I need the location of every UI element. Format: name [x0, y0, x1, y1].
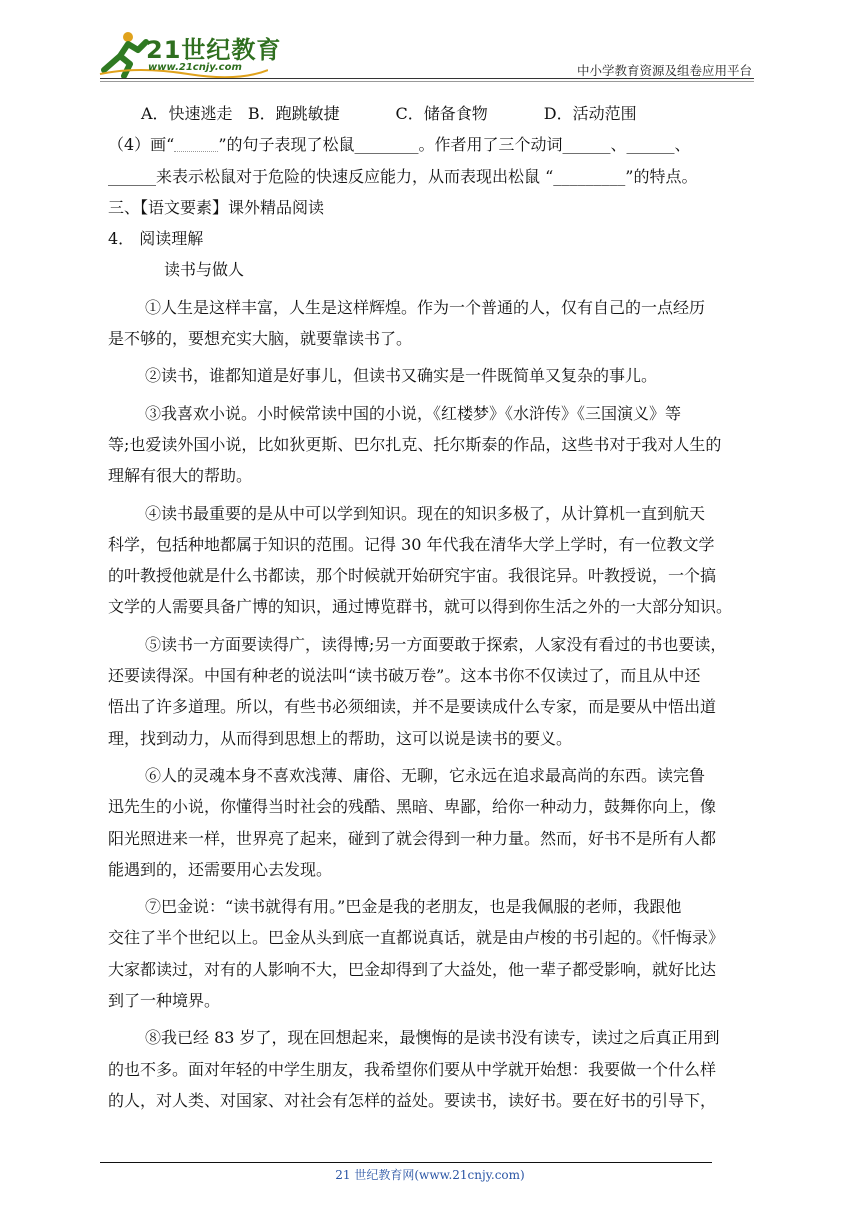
paragraph-line: 文学的人需要具备广博的知识，通过博览群书，就可以得到你生活之外的一大部分知识。 — [108, 597, 733, 617]
option-b: B．跑跳敏捷 — [247, 104, 340, 123]
question-4-line-1 — [108, 129, 754, 160]
paragraph-line: ⑤读书一方面要读得广，读得博;另一方面要敢于探索，人家没有看过的书也要读， — [145, 634, 727, 654]
document-body — [108, 98, 754, 1116]
paragraph-line: 大家都读过，对有的人影响不大，巴金却得到了大益处，他一辈子都受影响，就好比达 — [108, 959, 717, 979]
paragraph-line: 阳光照进来一样，世界亮了起来，碰到了就会得到一种力量。然而，好书不是所有人都 — [108, 828, 717, 848]
paragraph-line: ⑦巴金说：“读书就得有用。”巴金是我的老朋友，也是我佩服的老师，我跟他 — [145, 897, 682, 917]
dotted-blank — [174, 139, 218, 152]
paragraph-line: ③我喜欢小说。小时候常读中国的小说，《红楼梦》《水浒传》《三国演义》等 — [145, 403, 682, 423]
header-divider — [100, 78, 754, 79]
question-label: 4． 阅读理解 — [108, 229, 204, 249]
paragraph-line: 悟出了许多道理。所以，有些书必须细读，并不是要读成什么专家，而是要从中悟出道 — [108, 697, 717, 717]
paragraph-line: ④读书最重要的是从中可以学到知识。现在的知识多极了，从计算机一直到航天 — [145, 503, 706, 523]
paragraph-line: 到了一种境界。 — [108, 991, 221, 1011]
paragraph-line: ①人生是这样丰富，人生是这样辉煌。作为一个普通的人，仅有自己的一点经历 — [145, 297, 706, 317]
platform-name: 中小学教育资源及组卷应用平台 — [576, 63, 752, 78]
paragraph-line: 科学，包括种地都属于知识的范围。记得 30 年代我在清华大学上学时，有一位教文学 — [108, 534, 715, 554]
paragraph-line: ⑧我已经 83 岁了，现在回想起来，最懊悔的是读书没有读专，读过之后真正用到 — [145, 1028, 720, 1048]
paragraph-line: 交往了半个世纪以上。巴金从头到底一直都说真话，就是由卢梭的书引起的。《忏悔录》 — [108, 928, 725, 948]
paragraph-line: 还要读得深。中国有种老的说法叫“读书破万卷”。这本书你不仅读过了，而且从中还 — [108, 666, 701, 686]
paragraph-line: 的也不多。面对年轻的中学生朋友，我希望你们要从中学就开始想：我要做一个什么样 — [108, 1059, 717, 1079]
question-4-line-2: ______来表示松鼠对于危险的快速反应能力，从而表现出松鼠 “_________”的特点。 — [108, 166, 698, 186]
footer-divider — [100, 1162, 712, 1163]
paragraph-line: 是不够的，要想充实大脑，就要靠读书了。 — [108, 329, 413, 349]
footer-text: 21 世纪教育网(www.21cnjy.com) — [335, 1168, 525, 1182]
question-4-prefix: （4）画“ — [108, 135, 175, 155]
paragraph-line: 理，找到动力，从而得到思想上的帮助，这可以说是读书的要义。 — [108, 728, 573, 748]
paragraph-line: 等;也爱读外国小说，比如狄更斯、巴尔扎克、托尔斯泰的作品，这些书对于我对人生的 — [108, 434, 722, 454]
question-4-text: ”的句子表现了松鼠________。作者用了三个动词______、______、 — [218, 135, 691, 155]
logo-text: 21世纪教育 — [146, 36, 282, 64]
header-divider-thin — [100, 81, 754, 82]
paragraph-line: 的叶教授他就是什么书都读，那个时候就开始研究宇宙。我很诧异。叶教授说，一个搞 — [108, 566, 717, 586]
paragraph-line: 迅先生的小说，你懂得当时社会的残酷、黑暗、卑鄙，给你一种动力，鼓舞你向上，像 — [108, 797, 717, 817]
paragraph-line: ②读书，谁都知道是好事儿，但读书又确实是一件既简单又复杂的事儿。 — [145, 366, 658, 386]
paragraph-line: 理解有很大的帮助。 — [108, 466, 253, 486]
option-d: D．活动范围 — [543, 104, 637, 123]
paragraph-line: ⑥人的灵魂本身不喜欢浅薄、庸俗、无聊，它永远在追求最高尚的东西。读完鲁 — [145, 765, 706, 785]
option-c: C．储备食物 — [395, 104, 488, 123]
option-a: A．快速逃走 — [141, 104, 233, 123]
answer-options — [108, 98, 754, 129]
section-title: 三、【语文要素】课外精品阅读 — [108, 197, 325, 217]
logo-url: www.21cnjy.com — [148, 62, 242, 73]
paragraph-line: 能遇到的，还需要用心去发现。 — [108, 859, 333, 879]
paragraph-line: 的人，对人类、对国家、对社会有怎样的益处。要读书，读好书。要在好书的引导下， — [108, 1090, 717, 1110]
article-title: 读书与做人 — [164, 260, 245, 280]
page-header — [0, 0, 860, 82]
